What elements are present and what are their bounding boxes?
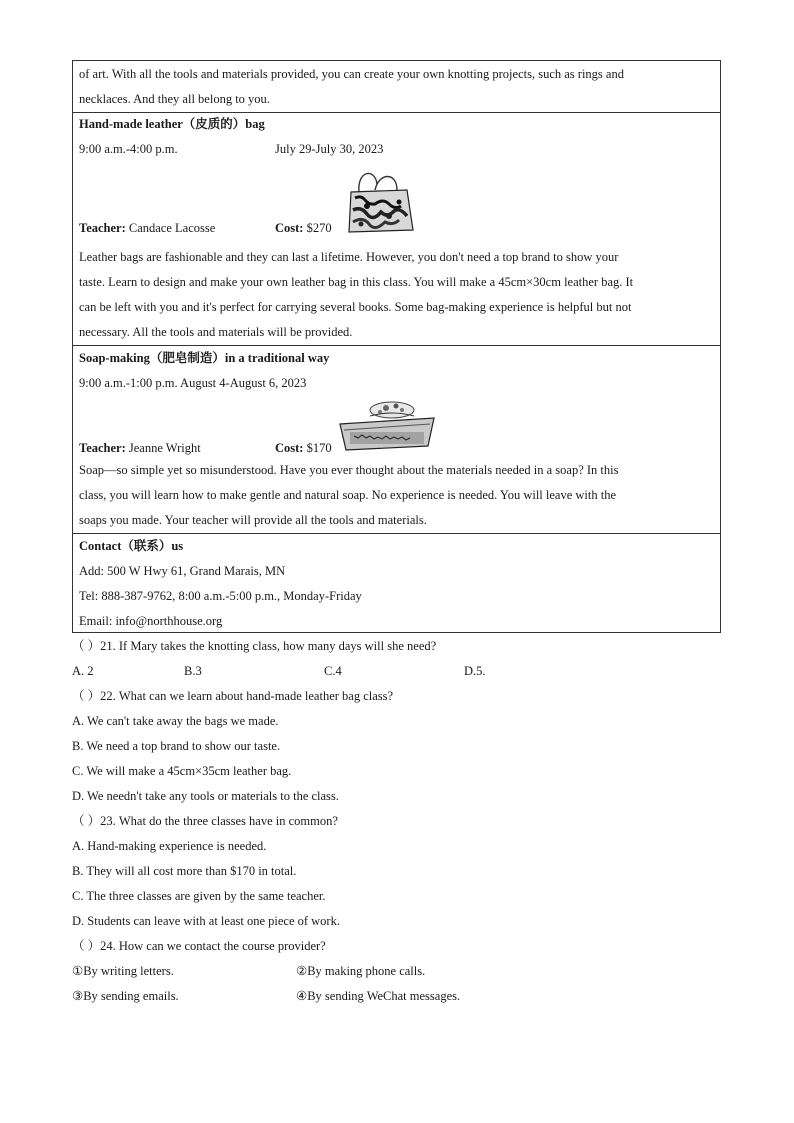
q22-option-b: B. We need a top brand to show our taste.: [72, 739, 281, 753]
q23-option-b: B. They will all cost more than $170 in total.: [72, 864, 297, 878]
soap-cost: Cost: $170: [275, 441, 332, 455]
leather-desc-3: can be left with you and it's perfect for carrying several books. Some bag-making experience is helpful but not: [79, 300, 632, 314]
q21-option-a: A. 2: [72, 664, 94, 678]
row-divider: [72, 533, 721, 534]
row-divider: [72, 112, 721, 113]
q24-option-1: ①By writing letters.: [72, 964, 174, 978]
leather-desc-2: taste. Learn to design and make your own leather bag in this class. You will make a 45cm×30cm leather bag. It: [79, 275, 634, 289]
q24-option-2: ②By making phone calls.: [296, 964, 426, 978]
leather-teacher: Teacher: Candace Lacosse: [79, 221, 216, 235]
soap-teacher: Teacher: Jeanne Wright: [79, 441, 201, 455]
leather-cost: Cost: $270: [275, 221, 332, 235]
q21-option-c: C.4: [324, 664, 342, 678]
contact-email: Email: info@northhouse.org: [79, 614, 223, 628]
q24-option-3: ③By sending emails.: [72, 989, 179, 1003]
row-divider: [72, 345, 721, 346]
q24-stem: （ ）24. How can we contact the course provider?: [72, 939, 326, 953]
contact-title: Contact（联系）us: [79, 539, 184, 553]
q22-option-d: D. We needn't take any tools or materials to the class.: [72, 789, 339, 803]
soap-image: [330, 396, 445, 452]
contact-address: Add: 500 W Hwy 61, Grand Marais, MN: [79, 564, 286, 578]
q22-stem: （ ）22. What can we learn about hand-made leather bag class?: [72, 689, 394, 703]
leather-bag-image: [345, 166, 415, 234]
q22-option-c: C. We will make a 45cm×35cm leather bag.: [72, 764, 292, 778]
leather-date: July 29-July 30, 2023: [275, 142, 384, 156]
q21-stem: （ ）21. If Mary takes the knotting class, how many days will she need?: [72, 639, 437, 653]
soap-title: Soap-making（肥皂制造）in a traditional way: [79, 351, 330, 365]
q21-option-b: B.3: [184, 664, 202, 678]
q23-option-a: A. Hand-making experience is needed.: [72, 839, 267, 853]
leather-time: 9:00 a.m.-4:00 p.m.: [79, 142, 178, 156]
q22-option-a: A. We can't take away the bags we made.: [72, 714, 279, 728]
contact-tel: Tel: 888-387-9762, 8:00 a.m.-5:00 p.m., Monday-Friday: [79, 589, 362, 603]
soap-desc-3: soaps you made. Your teacher will provide all the tools and materials.: [79, 513, 427, 527]
q23-option-c: C. The three classes are given by the same teacher.: [72, 889, 326, 903]
leather-title: Hand-made leather（皮质的）bag: [79, 117, 265, 131]
intro-line-2: necklaces. And they all belong to you.: [79, 92, 270, 106]
leather-desc-4: necessary. All the tools and materials will be provided.: [79, 325, 353, 339]
q21-option-d: D.5.: [464, 664, 486, 678]
soap-time-date: 9:00 a.m.-1:00 p.m. August 4-August 6, 2023: [79, 376, 307, 390]
q23-option-d: D. Students can leave with at least one piece of work.: [72, 914, 340, 928]
soap-desc-2: class, you will learn how to make gentle and natural soap. No experience is needed. You will leave with the: [79, 488, 617, 502]
q23-stem: （ ）23. What do the three classes have in common?: [72, 814, 338, 828]
q24-option-4: ④By sending WeChat messages.: [296, 989, 461, 1003]
leather-desc-1: Leather bags are fashionable and they can last a lifetime. However, you don't need a top brand to show your: [79, 250, 619, 264]
intro-line-1: of art. With all the tools and materials provided, you can create your own knotting projects, such as rings and: [79, 67, 624, 81]
soap-desc-1: Soap—so simple yet so misunderstood. Have you ever thought about the materials needed in a soap? In this: [79, 463, 619, 477]
